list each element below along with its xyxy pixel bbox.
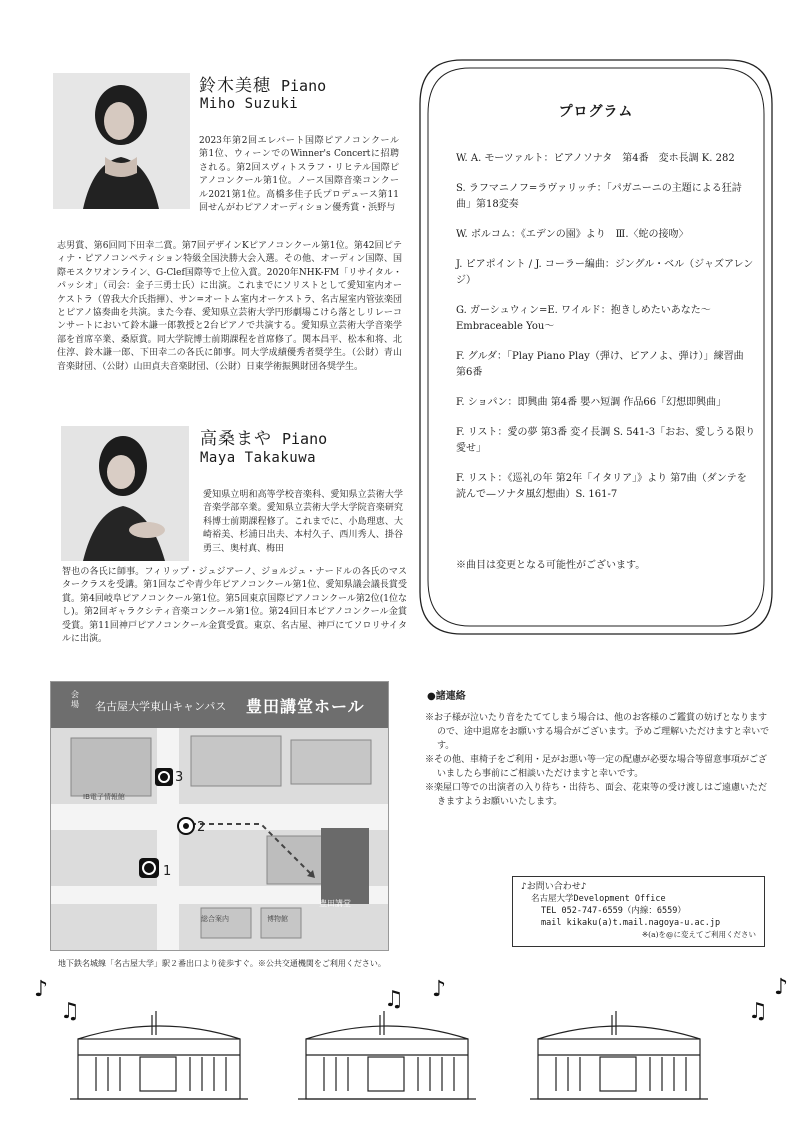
map-campus-name: 名古屋大学東山キャンパス (95, 700, 227, 713)
contact-note: ※(a)を@に変えてご利用ください (641, 930, 756, 939)
program-item: W. ボルコム：《エデンの園》より Ⅲ.〈蛇の接吻〉 (456, 229, 689, 240)
music-note-icon: ♪ (34, 977, 49, 1002)
map-body (51, 728, 388, 951)
performer-instrument: Piano (281, 77, 327, 95)
map-hall-label: 豊田講堂 (319, 899, 351, 908)
footer-illustrations (0, 975, 809, 1135)
program-item: J. ピアポイント / J. コーラー編曲：ジングル・ベル（ジャズアレンジ） (456, 259, 754, 286)
notice-item: ※お子様が泣いたり音をたててしまう場合は、他のお客様のご鑑賞の妨げとなりますので、途中退席をお願いする場合がございます。予めご理解いただけますと幸いです。 (425, 713, 770, 751)
program-title: プログラム (558, 104, 634, 120)
map-label-info: 総合案内 (201, 915, 229, 923)
contact-title: ♪お問い合わせ♪ (521, 882, 587, 892)
contact-tel: TEL 052-747-6559（内線：6559） (541, 906, 686, 916)
map-label-museum: 博物館 (267, 915, 288, 923)
performer-bio-continued: 智也の各氏に師事。フィリップ・ジュジアーノ、ジョルジュ・ナードルの各氏のマスタークラスを受講。第1回なごや青少年ピアノコンクール第1位、愛知県議会議長賞受賞。第4回岐阜ピアノコンクール第1位。第5回東京国際ピアノコンクール第2位(1位なし)。第2回ギャラクシティ音楽コンクール第1位。第24回日本ピアノコンクール金賞受賞。第11回神戸ピアノコンクール金賞受賞。東京、名古屋、神戸にてソロリサイタルに出演。 (62, 567, 407, 645)
performer-name-ja: 鈴木美穂 Piano (199, 76, 327, 96)
performer-bio: 2023年第2回エレバート国際ピアノコンクール 第1位、ウィーンでのWinner's Concertに招聘される。第2回スヴィトスラフ・リヒテル国際ピアノコンクール第1位。ノース国際音楽コンクール2021第1位。高橋多佳子氏プロデュース第11回せんがわピアノオーディション優秀賞・浜野与 (199, 136, 399, 214)
performer-photo-suzuki (53, 73, 190, 209)
music-notes-icon: ♫ (384, 987, 404, 1012)
program-item: F. グルダ：「Play Piano Play（弾け、ピアノよ、弾け）」練習曲 第6番 (456, 351, 754, 378)
notice-list (425, 711, 770, 809)
performer-name-ja: 高桑まや Piano (200, 429, 328, 449)
performer-name-en: Miho Suzuki (200, 96, 299, 112)
performer-instrument: Piano (282, 430, 328, 448)
map-venue-label: 会場 (71, 690, 79, 709)
music-note-icon: ♪ (774, 975, 789, 1000)
program-item: F. リスト：《巡礼の年 第2年「イタリア」》より 第7曲（ダンテを読んで—ソナタ風幻想曲）S. 161-7 (456, 473, 747, 500)
notice-title: ●諸連絡 (427, 691, 466, 702)
exit-number-2: 2 (197, 820, 206, 835)
program-item: S. ラフマニノフ=ラヴァリッチ：「パガニーニの主題による狂詩曲」第18変奏 (456, 183, 742, 210)
contact-box (512, 876, 765, 947)
music-notes-icon: ♫ (60, 999, 80, 1024)
music-note-icon: ♪ (432, 977, 447, 1002)
program-list (456, 151, 756, 517)
venue-map (50, 681, 389, 951)
exit-number-3: 3 (175, 770, 184, 785)
contact-email[interactable]: mail kikaku(a)t.mail.nagoya-u.ac.jp (541, 918, 721, 928)
music-notes-icon: ♫ (748, 999, 768, 1024)
exit-number-1: 1 (163, 864, 172, 879)
notice-item: ※楽屋口等での出演者の入り待ち・出待ち、面会、花束等の受け渡しはご遠慮いただきますようお願いいたします。 (425, 783, 768, 807)
program-item: W. A. モーツァルト：ピアノソナタ 第4番 変ホ長調 K. 282 (456, 153, 735, 164)
performer-bio: 愛知県立明和高等学校音楽科、愛知県立芸術大学音楽学部卒業。愛知県立芸術大学大学院音楽研究科博士前期課程修了。これまでに、小島理恵、大崎裕美、杉浦日出夫、本村久子、西川秀人、掛谷勇三、奥村真、梅田 (203, 490, 403, 554)
performer-name-en: Maya Takakuwa (200, 450, 317, 466)
map-label-building: IB電子情報館 (83, 793, 125, 801)
contact-org: 名古屋大学Development Office (531, 894, 666, 904)
performer-bio-continued: 志男賞、第6回同下田幸二賞。第7回デザインKピアノコンクール第1位。第42回ピティナ・ピアノコンペティション特級全国決勝大会入選。その他、オーディン国際、国際モスクワオンライン、G-Clef国際等で上位入賞。2020年NHK-FM「リサイタル・パッシオ」（司会：金子三勇士氏）に出演。これまでにソリストとして愛知室内オーケストラ（曽我大介氏指揮）、サン=オートム室内オーケストラ、名古屋室内管弦楽団とピアノ協奏曲を共演。また今春、愛知県立芸術大学円形劇場こけら落としリレーコンサートにおいて鈴木謙一郎教授と2台ピアノで共演する。愛知県立芸術大学音楽学部を首席卒業、桑原賞。同大学院博士前期課程を首席修了。関本昌平、松本和将、北住淳、鈴木謙一郎、下田幸二の各氏に師事。同大学成績優秀者奨学生。（公財）青山音楽財団、（公財）山田貞夫音楽財団、（公財）日東学術振興財団各奨学生。 (57, 241, 402, 372)
program-item: F. リスト：愛の夢 第3番 変イ長調 S. 541-3「おお、愛しうる限り愛せ」 (456, 427, 756, 454)
performer-photo-takakuwa (61, 426, 189, 561)
map-hall-name: 豊田講堂ホール (246, 697, 365, 716)
notice-item: ※その他、車椅子をご利用・足がお悪い等一定の配慮が必要な場合等留意事項がございましたら事前にご相談いただけますと幸いです。 (425, 755, 768, 779)
map-header (51, 682, 388, 728)
access-note: 地下鉄名城線「名古屋大学」駅２番出口より徒歩すぐ。※公共交通機関をご利用ください。 (58, 959, 386, 968)
program-item: G. ガーシュウィン=E. ワイルド：抱きしめたいあなた〜Embraceable You〜 (456, 305, 711, 332)
program-change-note: ※曲目は変更となる可能性がございます。 (456, 560, 646, 571)
program-item: F. ショパン：即興曲 第4番 嬰ハ短調 作品66「幻想即興曲」 (456, 397, 727, 408)
